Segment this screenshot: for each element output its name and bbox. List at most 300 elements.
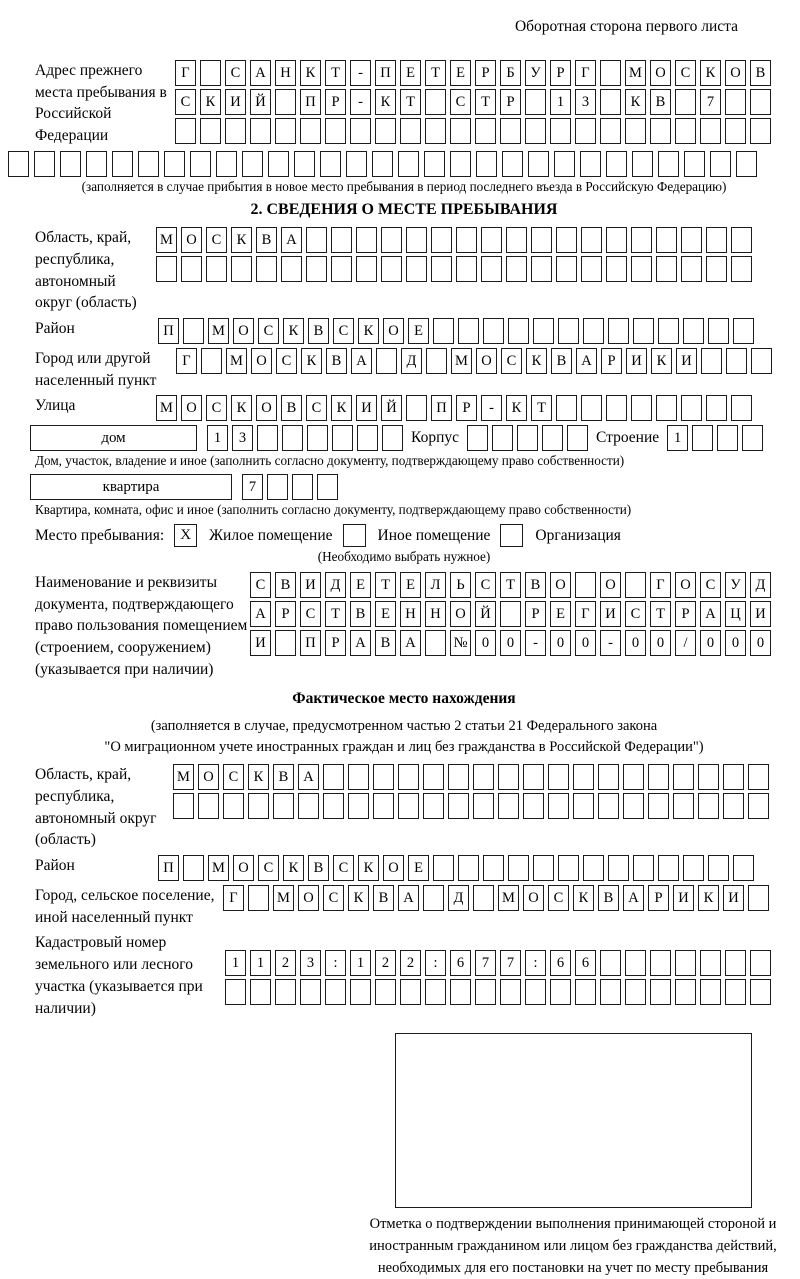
- char-box[interactable]: П: [431, 395, 452, 421]
- char-box[interactable]: Д: [401, 348, 422, 374]
- char-box[interactable]: М: [498, 885, 519, 911]
- char-box[interactable]: [273, 793, 294, 819]
- char-box[interactable]: [34, 151, 55, 177]
- char-box[interactable]: [381, 256, 402, 282]
- char-box[interactable]: [400, 979, 421, 1005]
- char-box[interactable]: [700, 979, 721, 1005]
- char-box[interactable]: [650, 950, 671, 976]
- char-box[interactable]: [581, 395, 602, 421]
- char-box[interactable]: Г: [650, 572, 671, 598]
- char-box[interactable]: Н: [400, 601, 421, 627]
- char-box[interactable]: [681, 256, 702, 282]
- char-box[interactable]: К: [358, 318, 379, 344]
- char-box[interactable]: [698, 793, 719, 819]
- char-box[interactable]: О: [450, 601, 471, 627]
- char-box[interactable]: :: [525, 950, 546, 976]
- char-box[interactable]: [608, 855, 629, 881]
- char-box[interactable]: Р: [648, 885, 669, 911]
- char-box[interactable]: В: [308, 855, 329, 881]
- char-box[interactable]: [648, 764, 669, 790]
- char-box[interactable]: [533, 318, 554, 344]
- char-box[interactable]: 0: [725, 630, 746, 656]
- char-box[interactable]: [231, 256, 252, 282]
- char-box[interactable]: О: [523, 885, 544, 911]
- char-box[interactable]: [581, 227, 602, 253]
- char-box[interactable]: [112, 151, 133, 177]
- char-box[interactable]: [701, 348, 722, 374]
- char-box[interactable]: 0: [500, 630, 521, 656]
- char-box[interactable]: [751, 348, 772, 374]
- char-box[interactable]: [726, 348, 747, 374]
- char-box[interactable]: Т: [531, 395, 552, 421]
- char-box[interactable]: [525, 118, 546, 144]
- char-box[interactable]: Д: [325, 572, 346, 598]
- char-box[interactable]: 3: [575, 89, 596, 115]
- char-box[interactable]: [223, 793, 244, 819]
- char-box[interactable]: С: [306, 395, 327, 421]
- char-box[interactable]: [750, 89, 771, 115]
- char-box[interactable]: [600, 950, 621, 976]
- char-box[interactable]: [225, 118, 246, 144]
- char-box[interactable]: [656, 227, 677, 253]
- char-box[interactable]: И: [723, 885, 744, 911]
- char-box[interactable]: Р: [325, 630, 346, 656]
- char-box[interactable]: [736, 151, 757, 177]
- char-box[interactable]: В: [273, 764, 294, 790]
- char-box[interactable]: [317, 474, 338, 500]
- char-box[interactable]: [558, 855, 579, 881]
- char-box[interactable]: [475, 118, 496, 144]
- char-box[interactable]: 0: [625, 630, 646, 656]
- char-box[interactable]: [623, 764, 644, 790]
- char-box[interactable]: [323, 764, 344, 790]
- char-box[interactable]: 0: [550, 630, 571, 656]
- char-box[interactable]: [433, 855, 454, 881]
- char-box[interactable]: [708, 855, 729, 881]
- char-box[interactable]: [600, 89, 621, 115]
- char-box[interactable]: [725, 118, 746, 144]
- char-box[interactable]: К: [700, 60, 721, 86]
- char-box[interactable]: К: [506, 395, 527, 421]
- char-box[interactable]: [381, 227, 402, 253]
- char-box[interactable]: [257, 425, 278, 451]
- stay-type-checkbox-other[interactable]: [343, 524, 366, 547]
- char-box[interactable]: Т: [375, 572, 396, 598]
- char-box[interactable]: Ь: [450, 572, 471, 598]
- char-box[interactable]: [550, 979, 571, 1005]
- char-box[interactable]: 1: [350, 950, 371, 976]
- char-box[interactable]: [656, 395, 677, 421]
- char-box[interactable]: С: [333, 855, 354, 881]
- char-box[interactable]: 1: [550, 89, 571, 115]
- char-box[interactable]: Г: [575, 601, 596, 627]
- char-box[interactable]: У: [725, 572, 746, 598]
- char-box[interactable]: 6: [575, 950, 596, 976]
- char-box[interactable]: [206, 256, 227, 282]
- char-box[interactable]: С: [276, 348, 297, 374]
- char-box[interactable]: К: [348, 885, 369, 911]
- char-box[interactable]: В: [750, 60, 771, 86]
- char-box[interactable]: О: [233, 855, 254, 881]
- char-box[interactable]: М: [208, 855, 229, 881]
- char-box[interactable]: [623, 793, 644, 819]
- char-box[interactable]: -: [525, 630, 546, 656]
- char-box[interactable]: В: [350, 601, 371, 627]
- char-box[interactable]: [275, 979, 296, 1005]
- char-box[interactable]: [200, 60, 221, 86]
- char-box[interactable]: [631, 395, 652, 421]
- char-box[interactable]: Т: [325, 601, 346, 627]
- char-box[interactable]: И: [600, 601, 621, 627]
- char-box[interactable]: [625, 950, 646, 976]
- char-box[interactable]: Е: [550, 601, 571, 627]
- char-box[interactable]: М: [273, 885, 294, 911]
- char-box[interactable]: С: [548, 885, 569, 911]
- char-box[interactable]: [731, 395, 752, 421]
- char-box[interactable]: [725, 89, 746, 115]
- char-box[interactable]: К: [375, 89, 396, 115]
- char-box[interactable]: [250, 118, 271, 144]
- char-box[interactable]: [325, 979, 346, 1005]
- char-box[interactable]: [406, 256, 427, 282]
- char-box[interactable]: [683, 318, 704, 344]
- char-box[interactable]: Й: [250, 89, 271, 115]
- char-box[interactable]: [692, 425, 713, 451]
- char-box[interactable]: И: [300, 572, 321, 598]
- char-box[interactable]: Т: [400, 89, 421, 115]
- char-box[interactable]: [508, 855, 529, 881]
- char-box[interactable]: [332, 425, 353, 451]
- char-box[interactable]: [298, 793, 319, 819]
- char-box[interactable]: [706, 395, 727, 421]
- char-box[interactable]: [748, 885, 769, 911]
- char-box[interactable]: [268, 151, 289, 177]
- char-box[interactable]: П: [300, 89, 321, 115]
- char-box[interactable]: М: [226, 348, 247, 374]
- char-box[interactable]: [748, 764, 769, 790]
- char-box[interactable]: [398, 151, 419, 177]
- char-box[interactable]: [600, 118, 621, 144]
- char-box[interactable]: №: [450, 630, 471, 656]
- char-box[interactable]: [375, 979, 396, 1005]
- char-box[interactable]: М: [173, 764, 194, 790]
- char-box[interactable]: [573, 793, 594, 819]
- char-box[interactable]: [375, 118, 396, 144]
- char-box[interactable]: В: [650, 89, 671, 115]
- char-box[interactable]: 1: [250, 950, 271, 976]
- char-box[interactable]: [517, 425, 538, 451]
- char-box[interactable]: Й: [381, 395, 402, 421]
- char-box[interactable]: [710, 151, 731, 177]
- apartment-type-box[interactable]: квартира: [30, 474, 232, 500]
- char-box[interactable]: [600, 60, 621, 86]
- char-box[interactable]: -: [350, 89, 371, 115]
- char-box[interactable]: [731, 256, 752, 282]
- char-box[interactable]: [242, 151, 263, 177]
- char-box[interactable]: Д: [750, 572, 771, 598]
- char-box[interactable]: Т: [650, 601, 671, 627]
- char-box[interactable]: 2: [275, 950, 296, 976]
- char-box[interactable]: А: [281, 227, 302, 253]
- char-box[interactable]: [400, 118, 421, 144]
- char-box[interactable]: В: [281, 395, 302, 421]
- char-box[interactable]: [476, 151, 497, 177]
- char-box[interactable]: [706, 256, 727, 282]
- char-box[interactable]: [598, 793, 619, 819]
- char-box[interactable]: [523, 764, 544, 790]
- char-box[interactable]: П: [158, 318, 179, 344]
- char-box[interactable]: [631, 256, 652, 282]
- char-box[interactable]: [673, 764, 694, 790]
- char-box[interactable]: [500, 979, 521, 1005]
- char-box[interactable]: [708, 318, 729, 344]
- char-box[interactable]: Б: [500, 60, 521, 86]
- char-box[interactable]: С: [206, 395, 227, 421]
- char-box[interactable]: [608, 318, 629, 344]
- char-box[interactable]: Й: [475, 601, 496, 627]
- char-box[interactable]: О: [298, 885, 319, 911]
- char-box[interactable]: [431, 227, 452, 253]
- char-box[interactable]: [750, 979, 771, 1005]
- char-box[interactable]: [483, 855, 504, 881]
- char-box[interactable]: [583, 855, 604, 881]
- char-box[interactable]: Т: [325, 60, 346, 86]
- char-box[interactable]: [275, 630, 296, 656]
- char-box[interactable]: И: [676, 348, 697, 374]
- char-box[interactable]: [575, 118, 596, 144]
- char-box[interactable]: К: [331, 395, 352, 421]
- char-box[interactable]: О: [251, 348, 272, 374]
- char-box[interactable]: Р: [601, 348, 622, 374]
- char-box[interactable]: К: [698, 885, 719, 911]
- char-box[interactable]: 2: [375, 950, 396, 976]
- char-box[interactable]: [525, 89, 546, 115]
- char-box[interactable]: [382, 425, 403, 451]
- char-box[interactable]: В: [375, 630, 396, 656]
- char-box[interactable]: Т: [500, 572, 521, 598]
- char-box[interactable]: С: [225, 60, 246, 86]
- char-box[interactable]: [606, 256, 627, 282]
- char-box[interactable]: С: [206, 227, 227, 253]
- char-box[interactable]: [500, 118, 521, 144]
- char-box[interactable]: [346, 151, 367, 177]
- char-box[interactable]: [542, 425, 563, 451]
- char-box[interactable]: И: [673, 885, 694, 911]
- char-box[interactable]: [606, 395, 627, 421]
- char-box[interactable]: [473, 764, 494, 790]
- char-box[interactable]: [467, 425, 488, 451]
- char-box[interactable]: Г: [575, 60, 596, 86]
- char-box[interactable]: [750, 118, 771, 144]
- char-box[interactable]: [733, 855, 754, 881]
- char-box[interactable]: :: [425, 950, 446, 976]
- char-box[interactable]: [567, 425, 588, 451]
- char-box[interactable]: [458, 855, 479, 881]
- char-box[interactable]: [625, 118, 646, 144]
- char-box[interactable]: [348, 793, 369, 819]
- char-box[interactable]: [506, 227, 527, 253]
- char-box[interactable]: [306, 227, 327, 253]
- char-box[interactable]: С: [700, 572, 721, 598]
- char-box[interactable]: О: [476, 348, 497, 374]
- char-box[interactable]: [500, 601, 521, 627]
- char-box[interactable]: [717, 425, 738, 451]
- char-box[interactable]: [556, 395, 577, 421]
- char-box[interactable]: [673, 793, 694, 819]
- char-box[interactable]: [406, 227, 427, 253]
- char-box[interactable]: [706, 227, 727, 253]
- char-box[interactable]: О: [675, 572, 696, 598]
- char-box[interactable]: [475, 979, 496, 1005]
- char-box[interactable]: [216, 151, 237, 177]
- char-box[interactable]: [181, 256, 202, 282]
- char-box[interactable]: [575, 979, 596, 1005]
- char-box[interactable]: А: [351, 348, 372, 374]
- char-box[interactable]: [425, 118, 446, 144]
- char-box[interactable]: [292, 474, 313, 500]
- char-box[interactable]: 6: [450, 950, 471, 976]
- char-box[interactable]: С: [475, 572, 496, 598]
- char-box[interactable]: [373, 764, 394, 790]
- char-box[interactable]: [183, 318, 204, 344]
- char-box[interactable]: [300, 118, 321, 144]
- char-box[interactable]: [456, 227, 477, 253]
- char-box[interactable]: В: [525, 572, 546, 598]
- char-box[interactable]: 2: [400, 950, 421, 976]
- char-box[interactable]: О: [233, 318, 254, 344]
- char-box[interactable]: В: [256, 227, 277, 253]
- char-box[interactable]: [348, 764, 369, 790]
- char-box[interactable]: [684, 151, 705, 177]
- char-box[interactable]: Е: [375, 601, 396, 627]
- char-box[interactable]: [723, 793, 744, 819]
- char-box[interactable]: [306, 256, 327, 282]
- char-box[interactable]: [398, 764, 419, 790]
- char-box[interactable]: О: [725, 60, 746, 86]
- char-box[interactable]: К: [283, 318, 304, 344]
- char-box[interactable]: 3: [300, 950, 321, 976]
- char-box[interactable]: [248, 885, 269, 911]
- char-box[interactable]: С: [323, 885, 344, 911]
- char-box[interactable]: Л: [425, 572, 446, 598]
- char-box[interactable]: [275, 118, 296, 144]
- char-box[interactable]: [60, 151, 81, 177]
- char-box[interactable]: О: [650, 60, 671, 86]
- char-box[interactable]: В: [373, 885, 394, 911]
- char-box[interactable]: В: [308, 318, 329, 344]
- char-box[interactable]: 6: [550, 950, 571, 976]
- char-box[interactable]: [225, 979, 246, 1005]
- char-box[interactable]: [406, 395, 427, 421]
- char-box[interactable]: [138, 151, 159, 177]
- char-box[interactable]: [425, 630, 446, 656]
- char-box[interactable]: [742, 425, 763, 451]
- char-box[interactable]: Р: [500, 89, 521, 115]
- char-box[interactable]: [423, 885, 444, 911]
- char-box[interactable]: В: [326, 348, 347, 374]
- char-box[interactable]: [683, 855, 704, 881]
- char-box[interactable]: [731, 227, 752, 253]
- char-box[interactable]: [323, 793, 344, 819]
- char-box[interactable]: [606, 151, 627, 177]
- char-box[interactable]: [433, 318, 454, 344]
- char-box[interactable]: А: [700, 601, 721, 627]
- char-box[interactable]: [700, 950, 721, 976]
- char-box[interactable]: [632, 151, 653, 177]
- char-box[interactable]: Е: [400, 60, 421, 86]
- char-box[interactable]: С: [258, 318, 279, 344]
- char-box[interactable]: В: [275, 572, 296, 598]
- char-box[interactable]: Т: [475, 89, 496, 115]
- char-box[interactable]: [372, 151, 393, 177]
- char-box[interactable]: О: [181, 227, 202, 253]
- char-box[interactable]: [200, 118, 221, 144]
- char-box[interactable]: [558, 318, 579, 344]
- char-box[interactable]: К: [301, 348, 322, 374]
- char-box[interactable]: М: [625, 60, 646, 86]
- char-box[interactable]: [675, 118, 696, 144]
- char-box[interactable]: [356, 256, 377, 282]
- stay-type-checkbox-organization[interactable]: [500, 524, 523, 547]
- char-box[interactable]: Е: [408, 318, 429, 344]
- char-box[interactable]: И: [626, 348, 647, 374]
- char-box[interactable]: [450, 118, 471, 144]
- char-box[interactable]: [350, 118, 371, 144]
- char-box[interactable]: [498, 764, 519, 790]
- char-box[interactable]: :: [325, 950, 346, 976]
- char-box[interactable]: [681, 395, 702, 421]
- char-box[interactable]: [156, 256, 177, 282]
- char-box[interactable]: [8, 151, 29, 177]
- char-box[interactable]: С: [625, 601, 646, 627]
- char-box[interactable]: [331, 256, 352, 282]
- house-type-box[interactable]: дом: [30, 425, 197, 451]
- char-box[interactable]: К: [625, 89, 646, 115]
- char-box[interactable]: С: [450, 89, 471, 115]
- char-box[interactable]: [456, 256, 477, 282]
- char-box[interactable]: [423, 793, 444, 819]
- char-box[interactable]: [725, 979, 746, 1005]
- char-box[interactable]: [307, 425, 328, 451]
- char-box[interactable]: [458, 318, 479, 344]
- char-box[interactable]: [424, 151, 445, 177]
- char-box[interactable]: [573, 764, 594, 790]
- char-box[interactable]: С: [300, 601, 321, 627]
- char-box[interactable]: [675, 979, 696, 1005]
- char-box[interactable]: Д: [448, 885, 469, 911]
- char-box[interactable]: [376, 348, 397, 374]
- char-box[interactable]: В: [551, 348, 572, 374]
- char-box[interactable]: И: [250, 630, 271, 656]
- char-box[interactable]: [426, 348, 447, 374]
- char-box[interactable]: Е: [408, 855, 429, 881]
- char-box[interactable]: С: [223, 764, 244, 790]
- char-box[interactable]: П: [375, 60, 396, 86]
- char-box[interactable]: [267, 474, 288, 500]
- char-box[interactable]: [450, 979, 471, 1005]
- char-box[interactable]: [656, 256, 677, 282]
- char-box[interactable]: [448, 764, 469, 790]
- char-box[interactable]: [675, 950, 696, 976]
- char-box[interactable]: [423, 764, 444, 790]
- char-box[interactable]: С: [501, 348, 522, 374]
- char-box[interactable]: [748, 793, 769, 819]
- char-box[interactable]: К: [200, 89, 221, 115]
- char-box[interactable]: А: [623, 885, 644, 911]
- char-box[interactable]: [548, 793, 569, 819]
- char-box[interactable]: Е: [400, 572, 421, 598]
- char-box[interactable]: 0: [575, 630, 596, 656]
